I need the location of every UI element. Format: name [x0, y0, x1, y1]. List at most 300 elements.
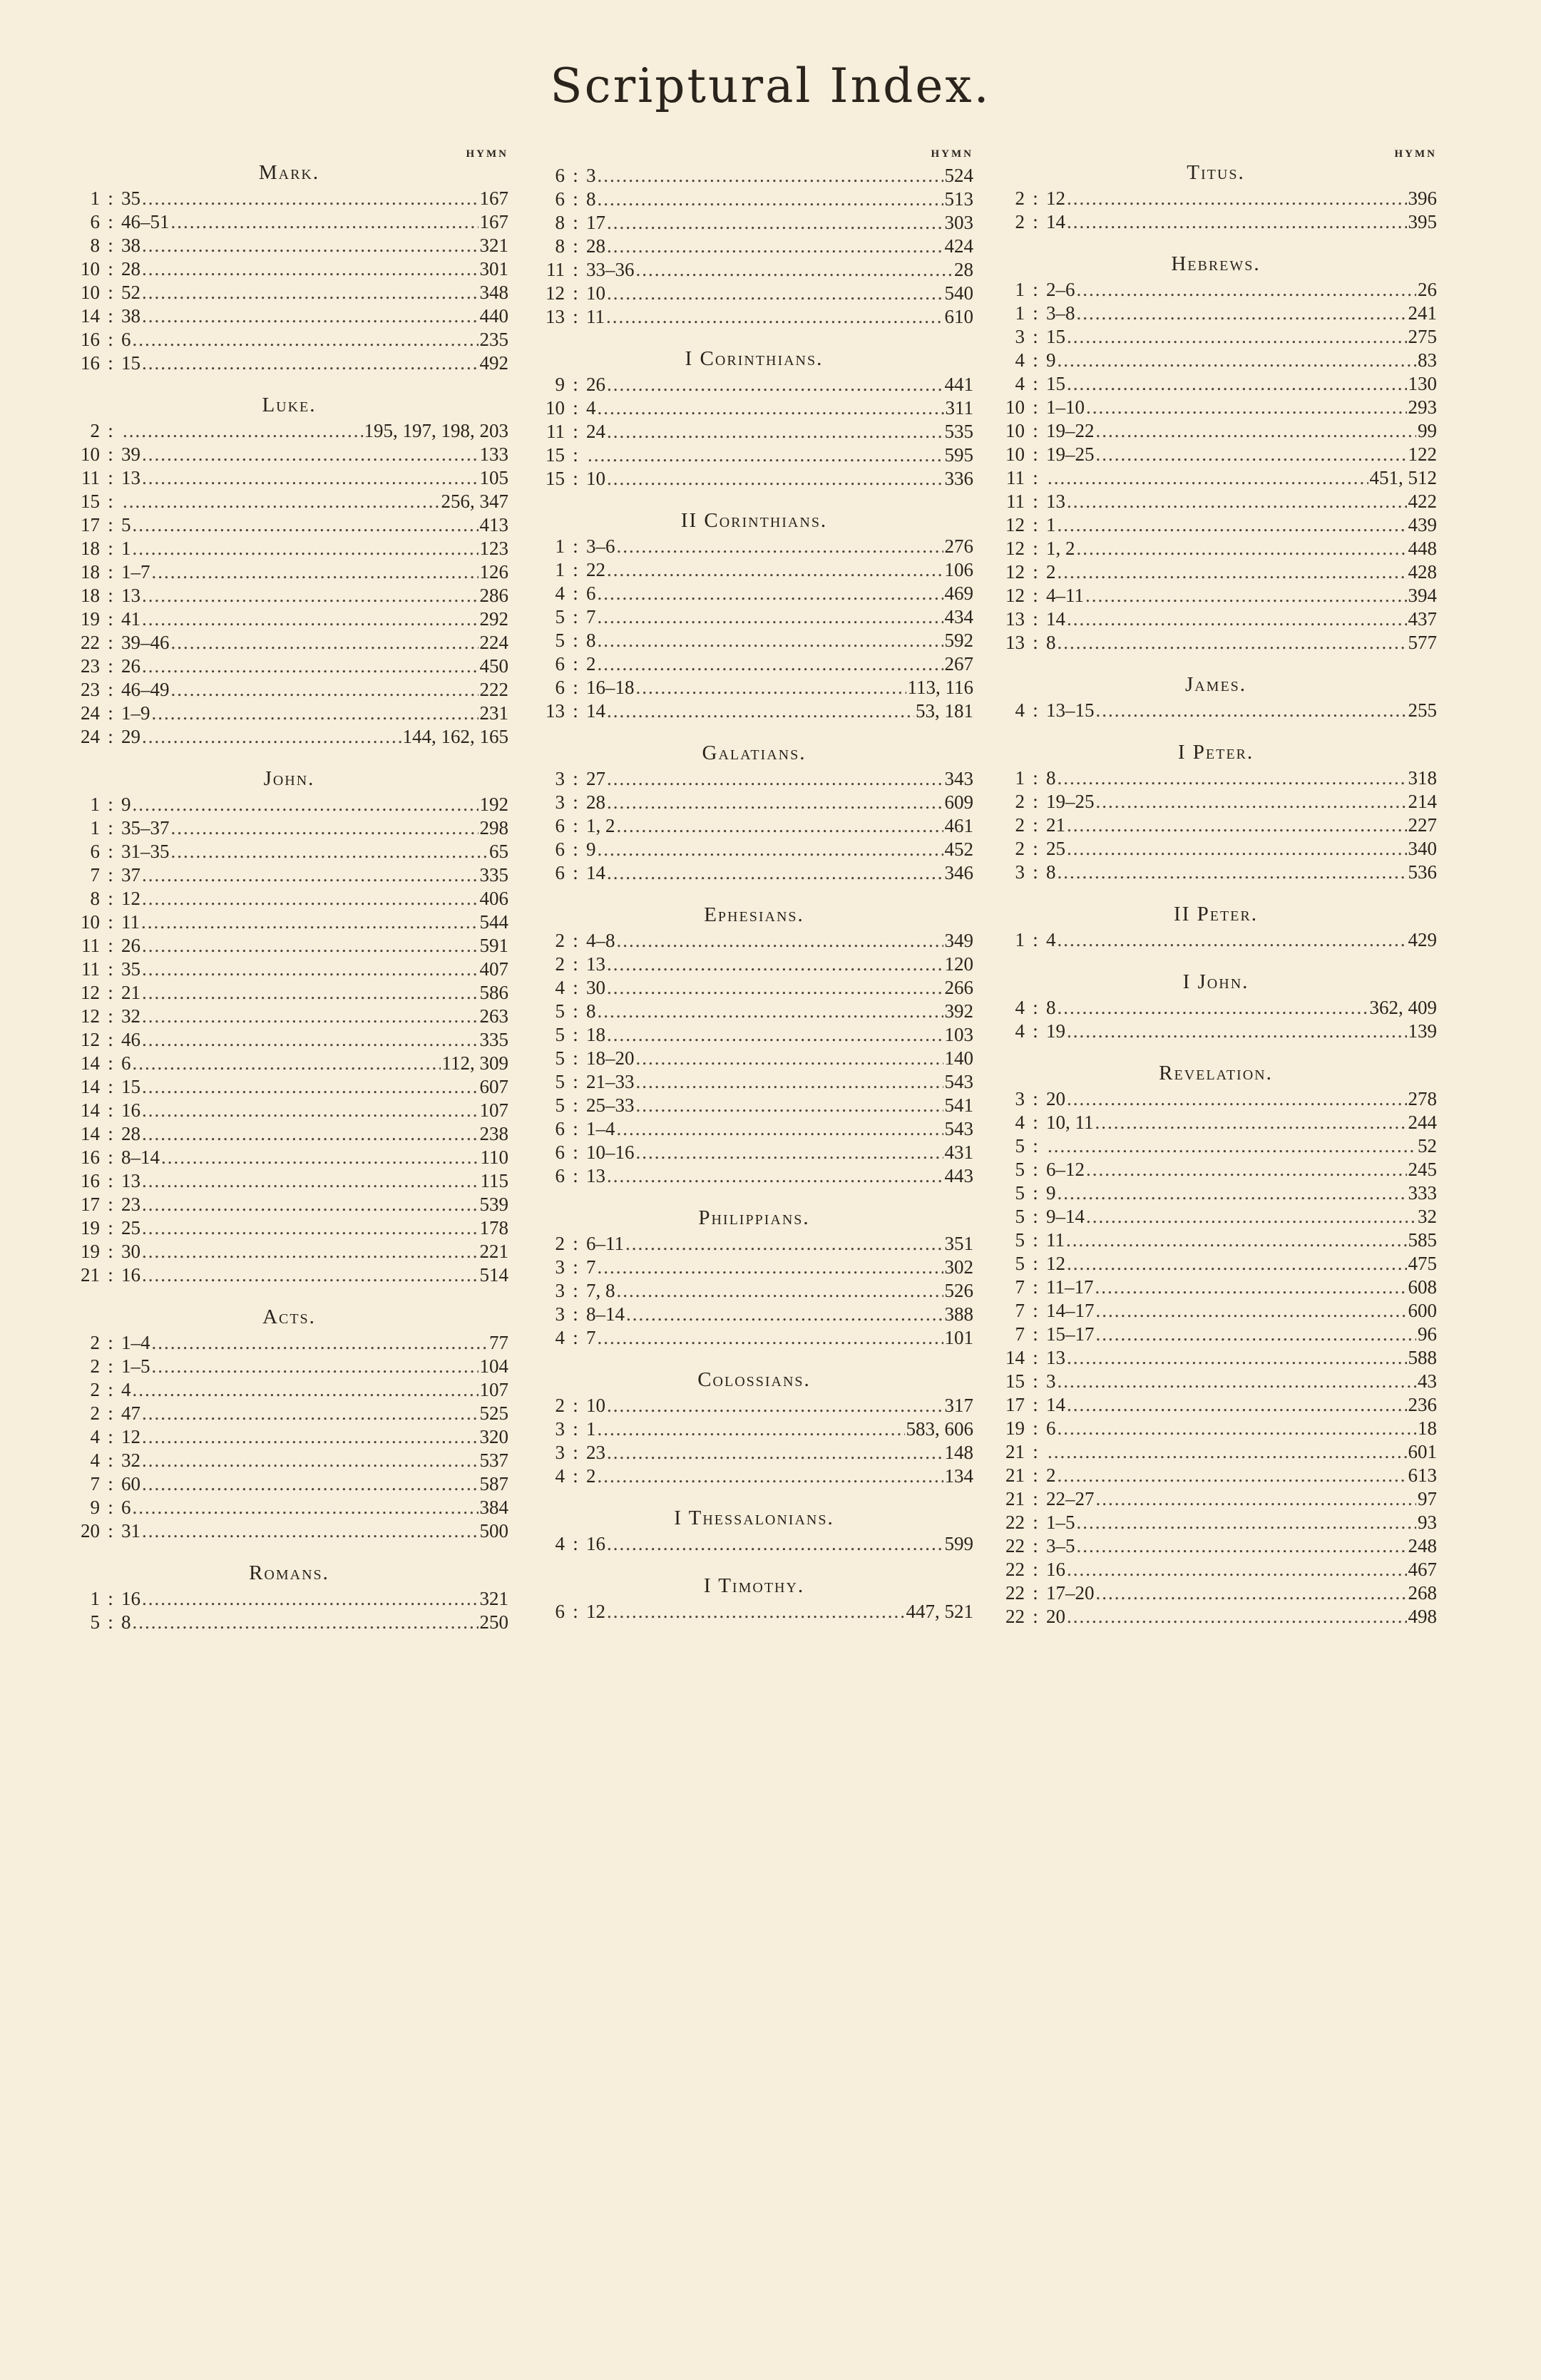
hymn-number: 167: [479, 211, 508, 232]
index-entry: [995, 302, 1437, 325]
verse-range: 27: [586, 768, 605, 789]
dot-leader: [142, 1519, 478, 1543]
chapter-number: 17: [1005, 1394, 1025, 1415]
chapter-number: 2: [1015, 791, 1025, 812]
dot-leader: [598, 188, 943, 211]
hymn-number: 110: [480, 1147, 508, 1168]
hymn-number: 101: [944, 1327, 973, 1348]
hymn-number: 443: [944, 1165, 973, 1186]
index-entry: [995, 466, 1437, 490]
colon-separator: :: [573, 977, 578, 998]
index-entry: [70, 655, 508, 678]
verse-range: 6: [121, 1497, 131, 1518]
hymn-number: 263: [479, 1005, 508, 1027]
colon-separator: :: [573, 282, 578, 304]
verse-range: 1–5: [1046, 1512, 1075, 1533]
colon-separator: :: [573, 768, 578, 789]
hymn-number: 362, 409: [1369, 997, 1437, 1018]
book-heading: Philippians.: [698, 1206, 810, 1229]
verse-range: 13: [121, 467, 140, 488]
verse-range: 8: [586, 188, 596, 210]
verse-range: 4: [1046, 929, 1056, 950]
dot-leader: [1067, 607, 1407, 631]
verse-range: 11–17: [1046, 1276, 1094, 1298]
dot-leader: [617, 929, 943, 953]
hymn-number: 434: [944, 606, 973, 627]
dot-leader: [598, 652, 943, 676]
colon-separator: :: [108, 491, 113, 512]
chapter-number: 1: [1015, 279, 1025, 300]
dot-leader: [1067, 1393, 1407, 1417]
colon-separator: :: [573, 653, 578, 674]
index-entry: [70, 304, 508, 328]
index-entry: [535, 1164, 973, 1188]
index-entry: [535, 629, 973, 652]
index-entry: [535, 582, 973, 605]
index-entry: [70, 1028, 508, 1052]
chapter-number: 4: [1015, 1112, 1025, 1133]
chapter-number: 16: [81, 329, 100, 350]
index-entry: [995, 1299, 1437, 1323]
colon-separator: :: [1033, 1488, 1038, 1509]
hymn-number: 133: [479, 443, 508, 465]
chapter-number: 7: [1015, 1323, 1025, 1345]
chapter-number: 4: [1015, 997, 1025, 1018]
verse-range: 30: [586, 977, 605, 998]
colon-separator: :: [573, 212, 578, 233]
colon-separator: :: [573, 1233, 578, 1254]
verse-range: 13: [586, 1165, 605, 1186]
index-entry: [70, 816, 508, 840]
index-entry: [70, 678, 508, 702]
dot-leader: [598, 838, 943, 861]
dot-leader: [142, 934, 478, 958]
index-entry: [70, 352, 508, 375]
colon-separator: :: [573, 953, 578, 975]
colon-separator: :: [1033, 767, 1038, 789]
colon-separator: :: [573, 559, 578, 580]
hymn-number: 395: [1408, 211, 1437, 232]
dot-leader: [598, 1326, 943, 1350]
verse-range: 6: [586, 583, 596, 604]
verse-range: 1–9: [121, 702, 150, 724]
chapter-number: 4: [1015, 699, 1025, 721]
book-heading: I John.: [1182, 970, 1249, 993]
chapter-number: 18: [81, 585, 100, 606]
book-heading: Colossians.: [697, 1368, 811, 1391]
hymn-number: 18: [1418, 1417, 1437, 1439]
verse-range: 47: [121, 1402, 140, 1424]
chapter-number: 4: [90, 1426, 100, 1447]
index-entry: [70, 1331, 508, 1355]
dot-leader: [1095, 1111, 1407, 1134]
dot-leader: [133, 513, 478, 537]
dot-leader: [607, 1532, 943, 1556]
index-entry: [995, 814, 1437, 837]
chapter-number: 1: [90, 794, 100, 815]
hymn-number: 241: [1408, 302, 1437, 324]
dot-leader: [1077, 278, 1417, 302]
colon-separator: :: [1033, 1206, 1038, 1227]
colon-separator: :: [1033, 1253, 1038, 1274]
book-heading: II Corinthians.: [680, 509, 828, 532]
chapter-number: 17: [81, 514, 100, 535]
index-entry: [70, 513, 508, 537]
dot-leader: [142, 234, 478, 257]
index-entry: [995, 1558, 1437, 1581]
verse-range: 30: [121, 1241, 140, 1262]
book-heading: Acts.: [262, 1306, 316, 1328]
verse-range: 25–33: [586, 1094, 635, 1116]
book-heading: Titus.: [1187, 161, 1245, 184]
hymn-number: 595: [944, 444, 973, 466]
chapter-number: 2: [90, 1332, 100, 1353]
chapter-number: 3: [555, 1280, 565, 1301]
hymn-number: 65: [489, 841, 508, 862]
index-entry: [535, 838, 973, 861]
verse-range: 2–6: [1046, 279, 1075, 300]
colon-separator: :: [108, 211, 113, 232]
hymn-number: 543: [944, 1071, 973, 1092]
index-entry: [995, 1393, 1437, 1417]
colon-separator: :: [1033, 1417, 1038, 1439]
verse-range: 15: [1046, 326, 1065, 347]
chapter-number: 14: [81, 1076, 100, 1097]
hymn-number: 437: [1408, 608, 1437, 630]
chapter-number: 15: [1005, 1370, 1025, 1392]
hymn-number: 431: [944, 1142, 973, 1163]
chapter-number: 5: [555, 1000, 565, 1022]
dot-leader: [598, 582, 943, 605]
colon-separator: :: [1033, 302, 1038, 324]
verse-range: 16: [586, 1533, 605, 1554]
dot-leader: [1058, 513, 1407, 537]
hymn-number: 167: [479, 188, 508, 209]
hymn-number: 428: [1408, 561, 1437, 583]
chapter-number: 6: [555, 188, 565, 210]
dot-leader: [1067, 210, 1407, 234]
chapter-number: 18: [81, 538, 100, 559]
dot-leader: [636, 1141, 943, 1164]
dot-leader: [171, 678, 478, 702]
colon-separator: :: [573, 374, 578, 395]
colon-separator: :: [108, 352, 113, 374]
verse-range: 17–20: [1046, 1582, 1095, 1604]
hymn-number: 525: [479, 1402, 508, 1424]
dot-leader: [142, 352, 478, 375]
book-section: [995, 900, 1437, 952]
colon-separator: :: [573, 1465, 578, 1487]
verse-range: 8: [586, 1000, 596, 1022]
chapter-number: 21: [1005, 1488, 1025, 1509]
index-entry: [70, 1496, 508, 1519]
verse-range: 11: [121, 911, 140, 933]
verse-range: 15: [121, 1076, 140, 1097]
colon-separator: :: [573, 630, 578, 651]
chapter-number: 5: [1015, 1182, 1025, 1204]
hymn-number: 451, 512: [1369, 467, 1437, 488]
chapter-number: 21: [81, 1264, 100, 1286]
colon-separator: :: [108, 188, 113, 209]
colon-separator: :: [573, 235, 578, 257]
index-entry: [70, 1005, 508, 1028]
hymn-number: 340: [1408, 838, 1437, 859]
book-heading: Revelation.: [1159, 1062, 1273, 1084]
colon-separator: :: [1033, 814, 1038, 836]
index-column-1: [70, 148, 508, 1634]
index-entry: [535, 1023, 973, 1047]
colon-separator: :: [108, 1005, 113, 1027]
hymn-number: 586: [479, 982, 508, 1003]
dot-leader: [598, 629, 943, 652]
dot-leader: [626, 1303, 943, 1326]
hymn-number: 112, 309: [441, 1052, 508, 1074]
colon-separator: :: [108, 420, 113, 441]
colon-separator: :: [108, 514, 113, 535]
verse-range: 10: [586, 468, 605, 489]
colon-separator: :: [573, 1327, 578, 1348]
book-section: [995, 1059, 1437, 1628]
chapter-number: 13: [546, 700, 565, 722]
page-title: Scriptural Index.: [550, 58, 991, 113]
hymn-number: 587: [479, 1473, 508, 1494]
colon-separator: :: [108, 911, 113, 933]
index-entry: [70, 863, 508, 887]
chapter-number: 12: [1005, 538, 1025, 559]
hymn-number: 103: [944, 1024, 973, 1045]
dot-leader: [1096, 1323, 1417, 1346]
index-entry: [70, 1146, 508, 1169]
verse-range: 1: [586, 1418, 596, 1440]
colon-separator: :: [573, 1418, 578, 1440]
colon-separator: :: [108, 258, 113, 279]
dot-leader: [142, 1449, 478, 1472]
hymn-number: 441: [944, 374, 973, 395]
colon-separator: :: [573, 838, 578, 860]
hymn-number: 540: [944, 282, 973, 304]
index-entry: [995, 278, 1437, 302]
colon-separator: :: [1033, 279, 1038, 300]
dot-leader: [142, 584, 478, 607]
index-entry: [995, 1134, 1437, 1158]
dot-leader: [598, 1465, 943, 1488]
book-section: [995, 250, 1437, 655]
dot-leader: [1067, 1346, 1407, 1370]
hymn-number: 384: [479, 1497, 508, 1518]
chapter-number: 19: [81, 608, 100, 630]
hymn-number: 244: [1408, 1112, 1437, 1133]
verse-range: 24: [586, 421, 605, 442]
verse-range: 1, 2: [586, 815, 615, 836]
index-entry: [70, 490, 508, 513]
index-entry: [995, 325, 1437, 349]
hymn-number: 122: [1408, 443, 1437, 465]
colon-separator: :: [573, 1303, 578, 1325]
verse-range: 39–46: [121, 632, 170, 653]
verse-range: 14: [1046, 1394, 1065, 1415]
index-entry: [535, 699, 973, 723]
hymn-number: 227: [1408, 814, 1437, 836]
dot-leader: [617, 814, 943, 838]
dot-leader: [617, 1117, 943, 1141]
verse-range: 32: [121, 1005, 140, 1027]
dot-leader: [1058, 1417, 1417, 1440]
book-heading: James.: [1184, 673, 1247, 696]
colon-separator: :: [1033, 373, 1038, 394]
hymn-number: 607: [479, 1076, 508, 1097]
hymn-number: 276: [944, 535, 973, 557]
chapter-number: 11: [1006, 467, 1025, 488]
chapter-number: 14: [81, 305, 100, 327]
colon-separator: :: [573, 306, 578, 327]
dot-leader: [142, 466, 478, 490]
dot-leader: [1096, 699, 1407, 722]
chapter-number: 1: [90, 188, 100, 209]
index-entry: [995, 1417, 1437, 1440]
hymn-number: 610: [944, 306, 973, 327]
colon-separator: :: [108, 632, 113, 653]
chapter-number: 2: [555, 953, 565, 975]
index-entry: [70, 1472, 508, 1496]
verse-range: 35: [121, 188, 140, 209]
colon-separator: :: [573, 1142, 578, 1163]
index-entry: [995, 607, 1437, 631]
dot-leader: [1067, 1087, 1407, 1111]
index-entry: [995, 537, 1437, 560]
colon-separator: :: [573, 1256, 578, 1278]
verse-range: 14: [586, 862, 605, 883]
index-entry: [535, 1094, 973, 1117]
index-entry: [535, 1303, 973, 1326]
hymn-number: 343: [944, 768, 973, 789]
hymn-number: 292: [479, 608, 508, 630]
hymn-number: 318: [1408, 767, 1437, 789]
dot-leader: [607, 282, 943, 305]
colon-separator: :: [108, 1264, 113, 1286]
colon-separator: :: [1033, 1512, 1038, 1533]
book-section: [70, 764, 508, 1287]
dot-leader: [142, 1028, 478, 1052]
colon-separator: :: [1033, 1347, 1038, 1368]
hymn-number: 541: [944, 1094, 973, 1116]
colon-separator: :: [573, 583, 578, 604]
colon-separator: :: [1033, 420, 1038, 441]
chapter-number: 11: [546, 259, 565, 280]
index-entry: [535, 929, 973, 953]
book-section: [535, 1571, 973, 1624]
verse-range: 8: [1046, 997, 1056, 1018]
chapter-number: 11: [81, 958, 100, 980]
dot-leader: [1067, 187, 1407, 210]
colon-separator: :: [1033, 997, 1038, 1018]
hymn-number: 346: [944, 862, 973, 883]
chapter-number: 6: [555, 165, 565, 186]
index-entry: [70, 419, 508, 443]
index-entry: [70, 1169, 508, 1193]
book-heading: I Timothy.: [703, 1574, 805, 1597]
verse-range: 13: [586, 953, 605, 975]
index-entry: [535, 282, 973, 305]
hymn-number: 238: [479, 1123, 508, 1144]
chapter-number: 17: [81, 1194, 100, 1215]
index-entry: [535, 558, 973, 582]
book-section: [70, 391, 508, 749]
chapter-number: 10: [1005, 420, 1025, 441]
chapter-number: 10: [81, 258, 100, 279]
verse-range: 1–10: [1046, 396, 1085, 418]
dot-leader: [1066, 1229, 1407, 1252]
dot-leader: [1086, 396, 1407, 419]
hymn-number: 26: [1418, 279, 1437, 300]
book-section: [535, 1504, 973, 1556]
dot-leader: [133, 537, 478, 560]
hymn-number: 311: [945, 397, 973, 419]
hymn-number: 115: [480, 1170, 508, 1191]
chapter-number: 14: [81, 1099, 100, 1121]
index-entry: [535, 235, 973, 258]
colon-separator: :: [108, 1147, 113, 1168]
dot-leader: [142, 1005, 478, 1028]
hymn-number: 302: [944, 1256, 973, 1278]
chapter-number: 3: [555, 1418, 565, 1440]
dot-leader: [636, 676, 906, 699]
dot-leader: [1096, 1581, 1407, 1605]
verse-range: 7: [586, 1256, 596, 1278]
verse-range: 16: [121, 1099, 140, 1121]
dot-leader: [133, 1378, 478, 1402]
index-entry: [995, 996, 1437, 1020]
index-entry: [535, 1600, 973, 1624]
chapter-number: 8: [555, 235, 565, 257]
index-entry: [70, 631, 508, 655]
colon-separator: :: [573, 1442, 578, 1463]
dot-leader: [133, 328, 478, 352]
dot-leader: [1086, 1205, 1416, 1229]
index-entry: [535, 676, 973, 699]
dot-leader: [598, 605, 943, 629]
chapter-number: 23: [81, 679, 100, 700]
dot-leader: [142, 1169, 479, 1193]
colon-separator: :: [108, 561, 113, 583]
hymn-number: 224: [479, 632, 508, 653]
chapter-number: 2: [1015, 814, 1025, 836]
book-heading: Luke.: [262, 394, 317, 416]
dot-leader: [607, 420, 943, 443]
verse-range: 6–12: [1046, 1159, 1085, 1180]
index-entry: [70, 1402, 508, 1425]
book-section: [535, 1204, 973, 1350]
dot-leader: [142, 1216, 478, 1240]
chapter-number: 19: [81, 1217, 100, 1238]
verse-range: 14: [1046, 608, 1065, 630]
dot-leader: [607, 1441, 943, 1465]
chapter-number: 24: [81, 702, 100, 724]
hymn-number: 301: [479, 258, 508, 279]
verse-range: 32: [121, 1450, 140, 1471]
hymn-number: 126: [479, 561, 508, 583]
dot-leader: [133, 793, 478, 816]
colon-separator: :: [108, 1332, 113, 1353]
hymn-column-header: HYMN: [1394, 148, 1437, 160]
book-section: [535, 1365, 973, 1488]
hymn-number: 422: [1408, 491, 1437, 512]
hymn-number: 53, 181: [916, 700, 973, 722]
verse-range: 1–7: [121, 561, 150, 583]
verse-range: 15–17: [1046, 1323, 1095, 1345]
verse-range: 4–8: [586, 930, 615, 951]
verse-range: 46–51: [121, 211, 170, 232]
dot-leader: [1067, 1605, 1407, 1628]
